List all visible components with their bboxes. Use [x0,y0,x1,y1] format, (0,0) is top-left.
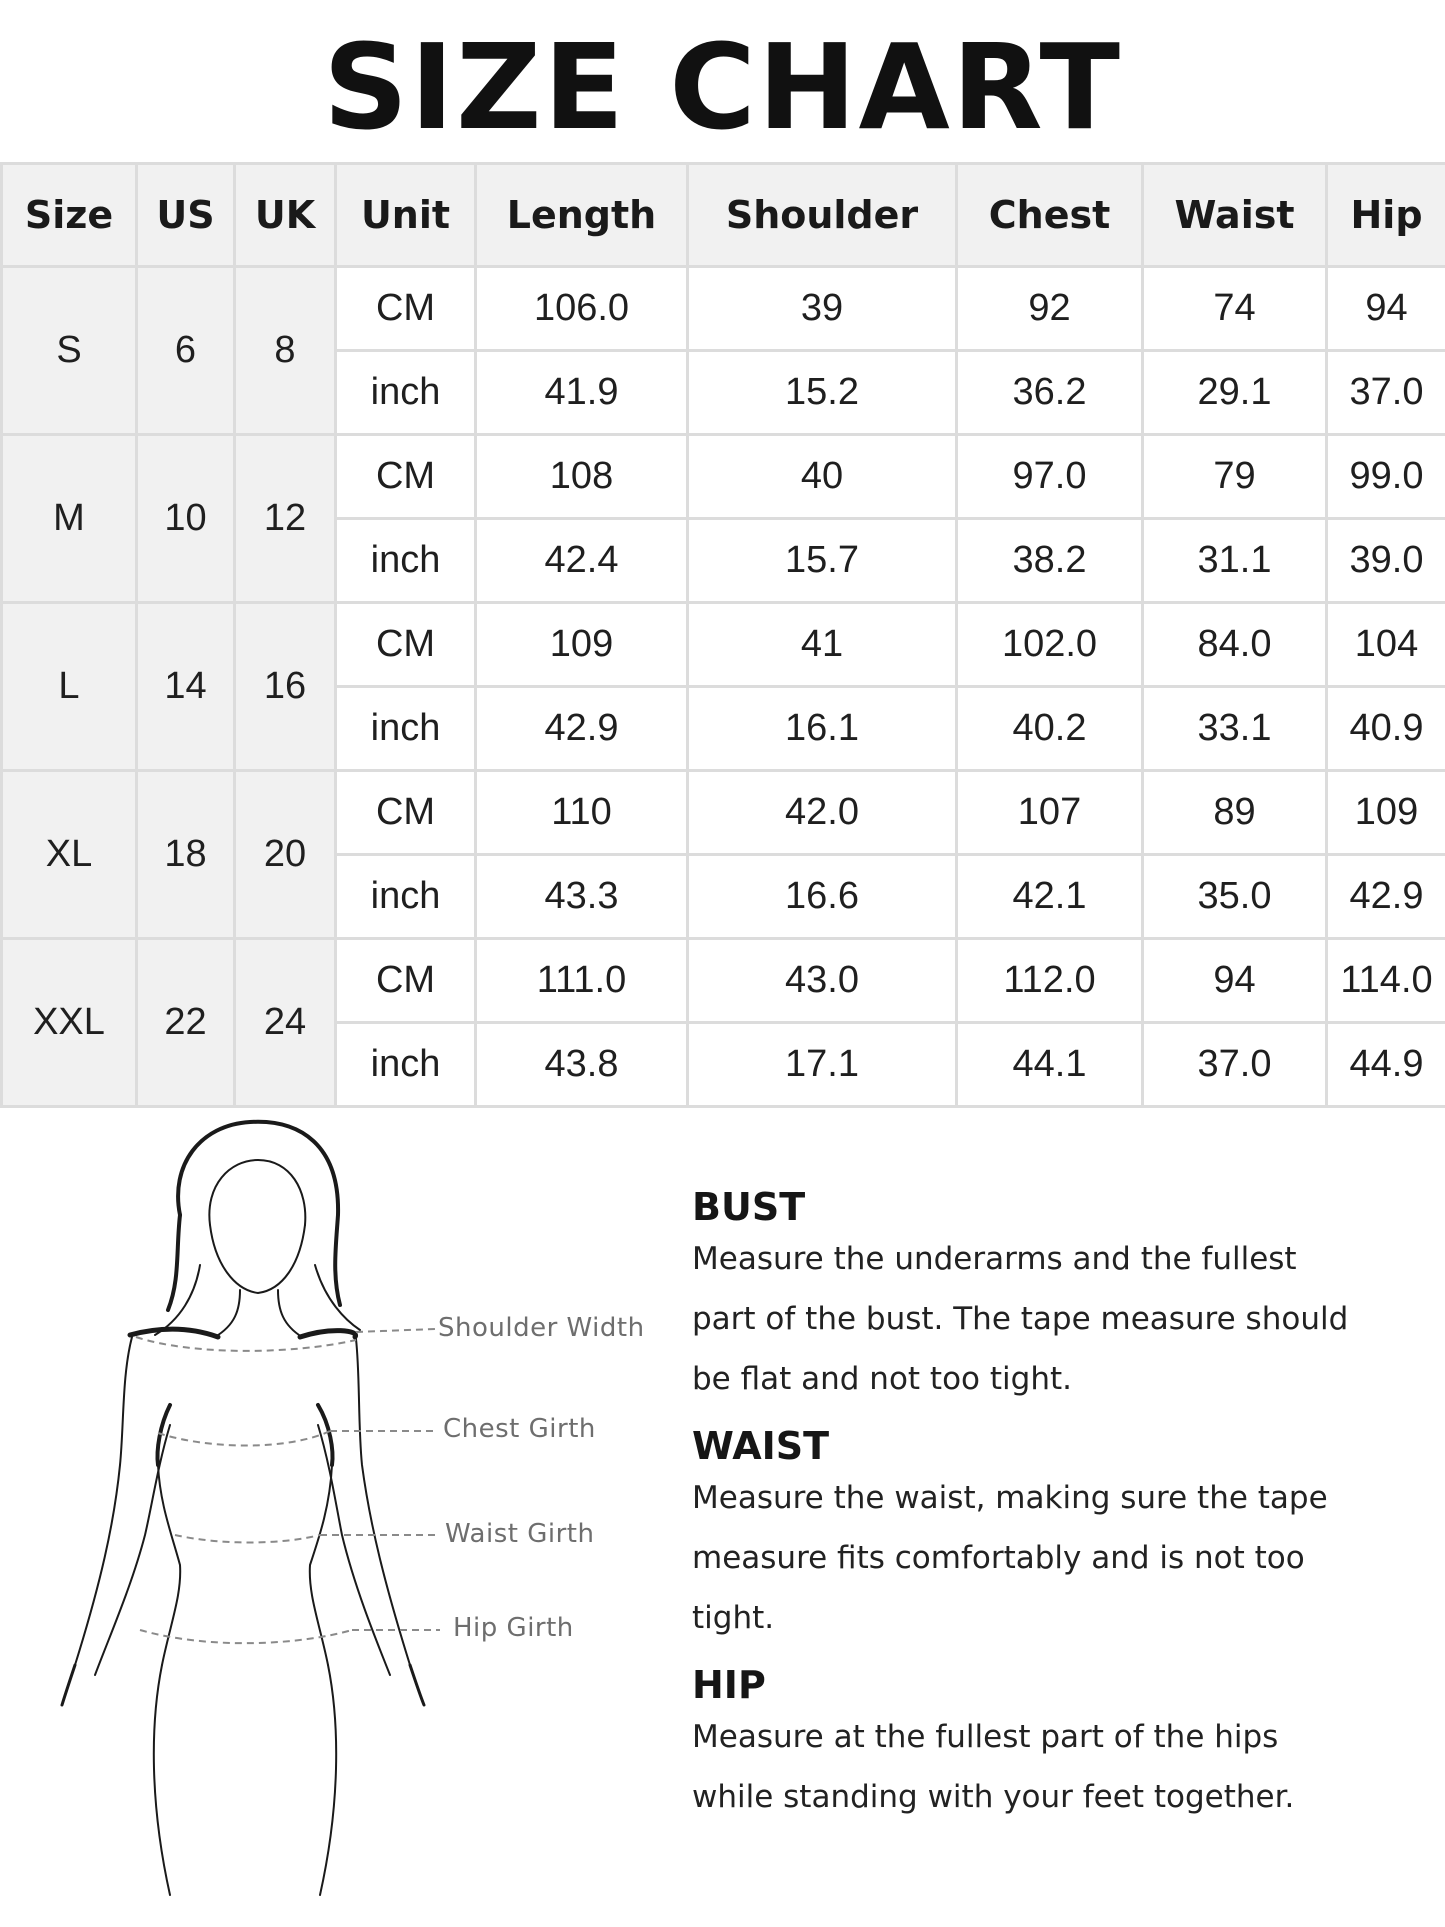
col-header-hip: Hip [1327,164,1445,267]
chest-cell: 36.2 [957,351,1143,435]
hip-cell: 94 [1327,267,1445,351]
shoulder-cell: 17.1 [688,1023,957,1107]
size-cell: M [2,435,137,603]
uk-cell: 16 [235,603,336,771]
waist-cell: 31.1 [1143,519,1327,603]
length-cell: 43.3 [476,855,688,939]
unit-cell: CM [336,771,476,855]
chest-cell: 107 [957,771,1143,855]
waist-heading: WAIST [692,1424,830,1468]
uk-cell: 12 [235,435,336,603]
length-cell: 109 [476,603,688,687]
unit-cell: inch [336,519,476,603]
shoulder-cell: 42.0 [688,771,957,855]
col-header-unit: Unit [336,164,476,267]
size-table [0,162,1445,1108]
waist-text-line: Measure the waist, making sure the tape [692,1480,1328,1516]
uk-cell: 8 [235,267,336,435]
length-cell: 41.9 [476,351,688,435]
bust-text-line: Measure the underarms and the fullest [692,1241,1297,1277]
header-row [2,164,1445,267]
unit-cell: inch [336,1023,476,1107]
shoulder-cell: 16.1 [688,687,957,771]
chest-cell: 42.1 [957,855,1143,939]
chest-cell: 40.2 [957,687,1143,771]
table-row [2,771,1445,855]
chest-girth-label: Chest Girth [443,1414,596,1444]
shoulder-cell: 39 [688,267,957,351]
col-header-size: Size [2,164,137,267]
bust-text-line: be flat and not too tight. [692,1361,1072,1397]
hip-text-line: while standing with your feet together. [692,1779,1295,1815]
length-cell: 111.0 [476,939,688,1023]
shoulder-width-label: Shoulder Width [438,1313,645,1343]
size-cell: S [2,267,137,435]
hip-cell: 42.9 [1327,855,1445,939]
hip-heading: HIP [692,1663,766,1707]
chest-cell: 44.1 [957,1023,1143,1107]
waist-cell: 37.0 [1143,1023,1327,1107]
length-cell: 43.8 [476,1023,688,1107]
shoulder-cell: 15.2 [688,351,957,435]
hip-cell: 99.0 [1327,435,1445,519]
length-cell: 42.9 [476,687,688,771]
waist-girth-label: Waist Girth [445,1519,595,1549]
shoulder-cell: 16.6 [688,855,957,939]
unit-cell: inch [336,351,476,435]
waist-cell: 89 [1143,771,1327,855]
hip-girth-label: Hip Girth [453,1613,574,1643]
length-cell: 110 [476,771,688,855]
uk-cell: 24 [235,939,336,1107]
col-header-length: Length [476,164,688,267]
size-cell: L [2,603,137,771]
col-header-uk: UK [235,164,336,267]
chest-cell: 97.0 [957,435,1143,519]
unit-cell: CM [336,435,476,519]
hip-cell: 39.0 [1327,519,1445,603]
waist-cell: 35.0 [1143,855,1327,939]
bust-text-line: part of the bust. The tape measure should [692,1301,1349,1337]
table-row [2,435,1445,519]
waist-cell: 94 [1143,939,1327,1023]
body-outline-illustration [40,1105,680,1905]
unit-cell: CM [336,603,476,687]
table-row [2,267,1445,351]
us-cell: 10 [137,435,235,603]
waist-text-line: measure fits comfortably and is not too [692,1540,1305,1576]
unit-cell: CM [336,939,476,1023]
hip-cell: 40.9 [1327,687,1445,771]
hip-cell: 37.0 [1327,351,1445,435]
col-header-waist: Waist [1143,164,1327,267]
col-header-shoulder: Shoulder [688,164,957,267]
page-title: SIZE CHART [323,18,1122,156]
unit-cell: inch [336,855,476,939]
hip-cell: 114.0 [1327,939,1445,1023]
shoulder-measure-line [136,1337,356,1351]
us-cell: 14 [137,603,235,771]
col-header-us: US [137,164,235,267]
us-cell: 22 [137,939,235,1107]
waist-cell: 33.1 [1143,687,1327,771]
hip-cell: 109 [1327,771,1445,855]
unit-cell: inch [336,687,476,771]
hip-cell: 44.9 [1327,1023,1445,1107]
length-cell: 106.0 [476,267,688,351]
body-figure [40,1105,680,1905]
chest-measure-line [158,1431,330,1446]
hip-text-line: Measure at the fullest part of the hips [692,1719,1279,1755]
unit-cell: CM [336,267,476,351]
waist-text-line: tight. [692,1600,775,1636]
shoulder-cell: 15.7 [688,519,957,603]
size-cell: XXL [2,939,137,1107]
uk-cell: 20 [235,771,336,939]
shoulder-cell: 41 [688,603,957,687]
table-row [2,603,1445,687]
bust-guide [692,1185,1412,1409]
table-row [2,939,1445,1023]
chest-cell: 38.2 [957,519,1143,603]
hip-cell: 104 [1327,603,1445,687]
waist-cell: 84.0 [1143,603,1327,687]
waist-guide [692,1424,1412,1648]
shoulder-cell: 40 [688,435,957,519]
waist-cell: 29.1 [1143,351,1327,435]
us-cell: 18 [137,771,235,939]
waist-cell: 74 [1143,267,1327,351]
chest-cell: 112.0 [957,939,1143,1023]
chest-cell: 92 [957,267,1143,351]
waist-cell: 79 [1143,435,1327,519]
col-header-chest: Chest [957,164,1143,267]
size-cell: XL [2,771,137,939]
us-cell: 6 [137,267,235,435]
length-cell: 42.4 [476,519,688,603]
chest-cell: 102.0 [957,603,1143,687]
hip-guide [692,1663,1412,1827]
shoulder-cell: 43.0 [688,939,957,1023]
length-cell: 108 [476,435,688,519]
bust-heading: BUST [692,1185,806,1229]
